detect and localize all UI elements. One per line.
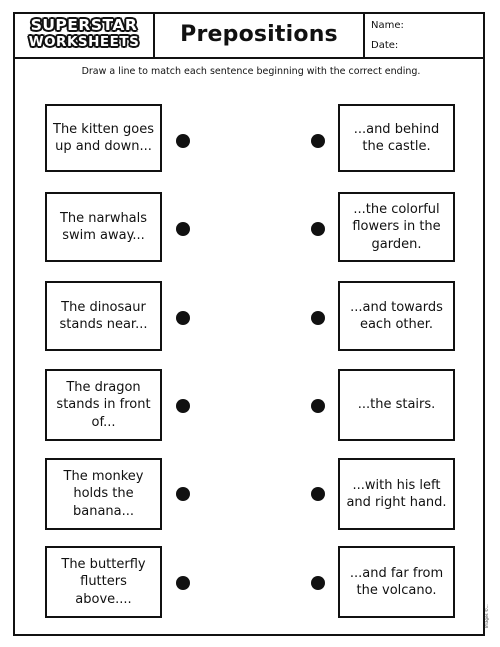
sentence-ending-box <box>338 192 455 262</box>
image-credit <box>484 598 492 628</box>
sentence-ending-box <box>338 546 455 618</box>
page-title: Prepositions <box>180 22 338 47</box>
title-cell <box>153 12 365 57</box>
logo-line-2: WORKSHEETS <box>28 34 140 50</box>
sentence-beginning-box <box>45 104 162 172</box>
sentence-beginning-box <box>45 281 162 351</box>
match-dot-left[interactable] <box>176 311 190 325</box>
sentence-beginning-text: The dinosaur stands near... <box>59 299 148 332</box>
date-label: Date: <box>371 40 399 51</box>
instructions: Draw a line to match each sentence beginning with the correct ending. <box>81 66 421 77</box>
sentence-ending-text: ...and towards each other. <box>350 299 443 332</box>
match-dot-right[interactable] <box>311 134 325 148</box>
sentence-ending-text: ...the stairs. <box>357 397 436 413</box>
sentence-ending-text: ...with his left and right hand. <box>346 477 447 510</box>
sentence-beginning-text: The monkey holds the banana... <box>63 468 144 519</box>
match-dot-right[interactable] <box>311 311 325 325</box>
superstar-worksheets-logo <box>17 16 151 54</box>
sentence-beginning-box <box>45 192 162 262</box>
match-dot-left[interactable] <box>176 399 190 413</box>
name-label: Name: <box>371 20 404 31</box>
match-dot-left[interactable] <box>176 222 190 236</box>
sentence-beginning-box <box>45 369 162 441</box>
sentence-ending-text: ...and far from the volcano. <box>349 565 444 598</box>
sentence-beginning-text: The kitten goes up and down... <box>53 121 154 154</box>
sentence-beginning-box <box>45 546 162 618</box>
sentence-ending-text: ...the colorful flowers in the garden. <box>352 201 441 252</box>
match-dot-left[interactable] <box>176 134 190 148</box>
match-dot-right[interactable] <box>311 487 325 501</box>
sentence-ending-box <box>338 458 455 530</box>
worksheet-header <box>13 12 485 59</box>
sentence-beginning-text: The narwhals swim away... <box>59 210 148 243</box>
sentence-beginning-text: The dragon stands in front of... <box>56 379 151 430</box>
sentence-beginning-box <box>45 458 162 530</box>
match-dot-left[interactable] <box>176 576 190 590</box>
sentence-ending-box <box>338 281 455 351</box>
sentence-ending-text: ...and behind the castle. <box>353 121 440 154</box>
match-dot-left[interactable] <box>176 487 190 501</box>
image-credit-text: Images ©... <box>484 604 489 628</box>
match-dot-right[interactable] <box>311 399 325 413</box>
sentence-ending-box <box>338 104 455 172</box>
match-dot-right[interactable] <box>311 576 325 590</box>
logo-line-1: SUPERSTAR <box>30 16 138 34</box>
sentence-ending-box <box>338 369 455 441</box>
sentence-beginning-text: The butterfly flutters above.... <box>61 556 146 607</box>
match-dot-right[interactable] <box>311 222 325 236</box>
